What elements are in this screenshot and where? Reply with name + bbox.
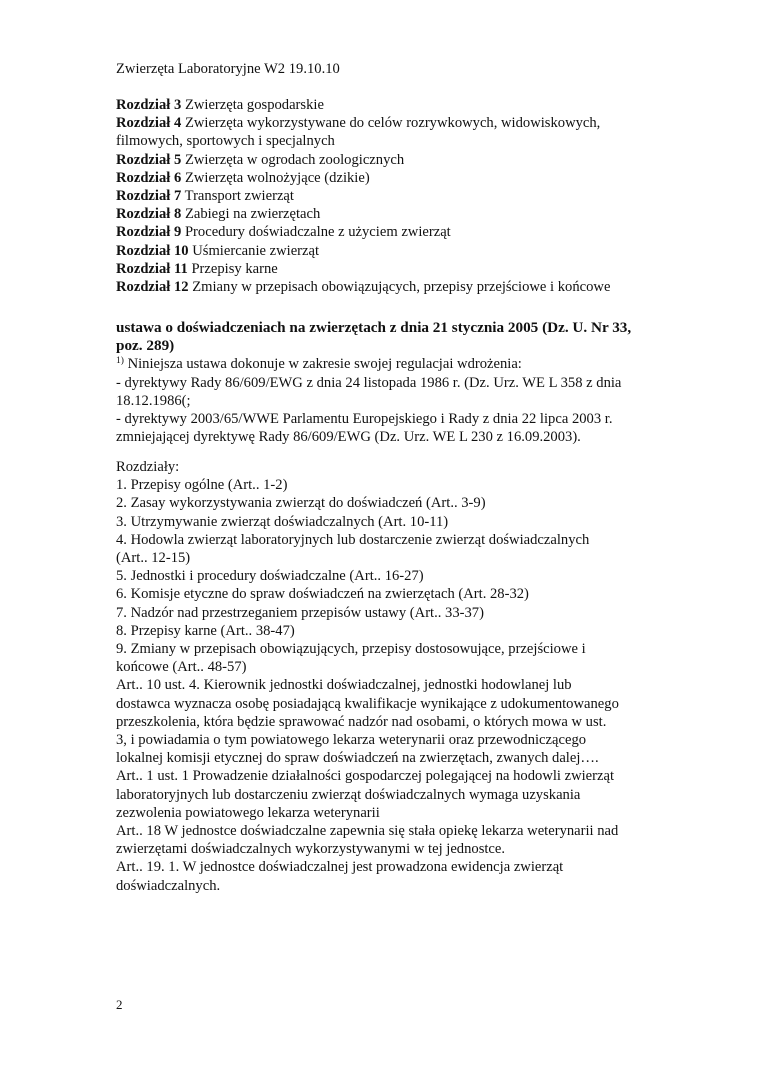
section-line: Art.. 10 ust. 4. Kierownik jednostki doświadczalnej, jednostki hodowlanej lub (116, 677, 572, 694)
section-line: 6. Komisje etyczne do spraw doświadczeń na zwierzętach (Art. 28-32) (116, 586, 529, 603)
page-number: 2 (116, 997, 123, 1012)
document-header: Zwierzęta Laboratoryjne W2 19.10.10 (116, 61, 340, 77)
chapter-item: Rozdział 4 Zwierzęta wykorzystywane do celów rozrywkowych, widowiskowych, (116, 115, 601, 132)
section-line: Art.. 1 ust. 1 Prowadzenie działalności gospodarczej polegającej na hodowli zwierząt (116, 768, 615, 785)
section-line: przeszkolenia, która będzie sprawować nadzór nad osobami, o których mowa w ust. (116, 713, 607, 730)
act-line: - dyrektywy Rady 86/609/EWG z dnia 24 listopada 1986 r. (Dz. Urz. WE L 358 z dnia (116, 374, 622, 391)
section-line: 9. Zmiany w przepisach obowiązujących, przepisy dostosowujące, przejściowe i (116, 641, 586, 658)
section-line: 1. Przepisy ogólne (Art.. 1-2) (116, 477, 288, 494)
chapter-item: Rozdział 5 Zwierzęta w ogrodach zoologicznych (116, 151, 405, 168)
act-line: - dyrektywy 2003/65/WWE Parlamentu Europejskiego i Rady z dnia 22 lipca 2003 r. (116, 411, 613, 428)
sections-heading: Rozdziały: (116, 459, 180, 475)
section-line: 8. Przepisy karne (Art.. 38-47) (116, 622, 295, 639)
chapter-item: Rozdział 6 Zwierzęta wolnożyjące (dzikie) (116, 169, 370, 186)
section-line: Art.. 18 W jednostce doświadczalne zapewnia się stała opiekę lekarza weterynarii nad (116, 823, 619, 840)
section-line: 4. Hodowla zwierząt laboratoryjnych lub dostarczenie zwierząt doświadczalnych (116, 531, 590, 548)
section-line: doświadczalnych. (116, 877, 221, 894)
chapters-list (116, 96, 676, 296)
act-line: 18.12.1986(; (116, 392, 191, 409)
section-line: 7. Nadzór nad przestrzeganiem przepisów ustawy (Art.. 33-37) (116, 604, 484, 621)
chapter-item: Rozdział 7 Transport zwierząt (116, 188, 294, 205)
section-line: lokalnej komisji etycznej do spraw doświadczeń na zwierzętach, zwanych dalej…. (116, 750, 599, 767)
section-line: zezwolenia powiatowego lekarza weterynarii (116, 804, 380, 821)
section-line: 3, i powiadamia o tym powiatowego lekarza weterynarii oraz przewodniczącego (116, 732, 587, 749)
section-line: 2. Zasay wykorzystywania zwierząt do doświadczeń (Art.. 3-9) (116, 495, 486, 512)
chapter-item: Rozdział 9 Procedury doświadczalne z użyciem zwierząt (116, 224, 451, 241)
section-line: (Art.. 12-15) (116, 550, 191, 567)
section-line: zwierzętami doświadczalnych wykorzystywanymi w tej jednostce. (116, 841, 506, 858)
chapter-item: Rozdział 8 Zabiegi na zwierzętach (116, 206, 321, 223)
section-line: dostawca wyznacza osobę posiadającą kwalifikacje wynikające z udokumentowanego (116, 695, 619, 712)
chapter-item: Rozdział 3 Zwierzęta gospodarskie (116, 97, 324, 113)
section-line: 5. Jednostki i procedury doświadczalne (Art.. 16-27) (116, 568, 424, 585)
footnote-marker: 1) (116, 356, 124, 367)
chapter-item: Rozdział 12 Zmiany w przepisach obowiązujących, przepisy przejściowe i końcowe (116, 279, 611, 296)
chapter-item: Rozdział 11 Przepisy karne (116, 260, 278, 277)
act-section (116, 319, 676, 446)
act-title-line: ustawa o doświadczeniach na zwierzętach z dnia 21 stycznia 2005 (Dz. U. Nr 33, (116, 319, 632, 336)
chapter-item-continuation: filmowych, sportowych i specjalnych (116, 133, 335, 150)
act-title-line: poz. 289) (116, 337, 175, 355)
sections-list (116, 458, 676, 895)
chapter-label: Rozdział (116, 97, 171, 113)
section-line: laboratoryjnych lub dostarczeniu zwierząt doświadczalnych wymaga uzyskania (116, 786, 581, 803)
section-line: 3. Utrzymywanie zwierząt doświadczalnych (Art. 10-11) (116, 513, 449, 530)
chapter-item: Rozdział 10 Uśmiercanie zwierząt (116, 242, 320, 259)
act-footnote-line: $^{1)}$ Niniejsza ustawa dokonuje w zakresie swojej regulacjai wdrożenia: (116, 356, 522, 373)
act-line: zmniejającej dyrektywę Rady 86/609/EWG (Dz. Urz. WE L 230 z 16.09.2003). (116, 429, 581, 446)
section-line: końcowe (Art.. 48-57) (116, 659, 247, 676)
section-line: Art.. 19. 1. W jednostce doświadczalnej jest prowadzona ewidencja zwierząt (116, 859, 564, 876)
